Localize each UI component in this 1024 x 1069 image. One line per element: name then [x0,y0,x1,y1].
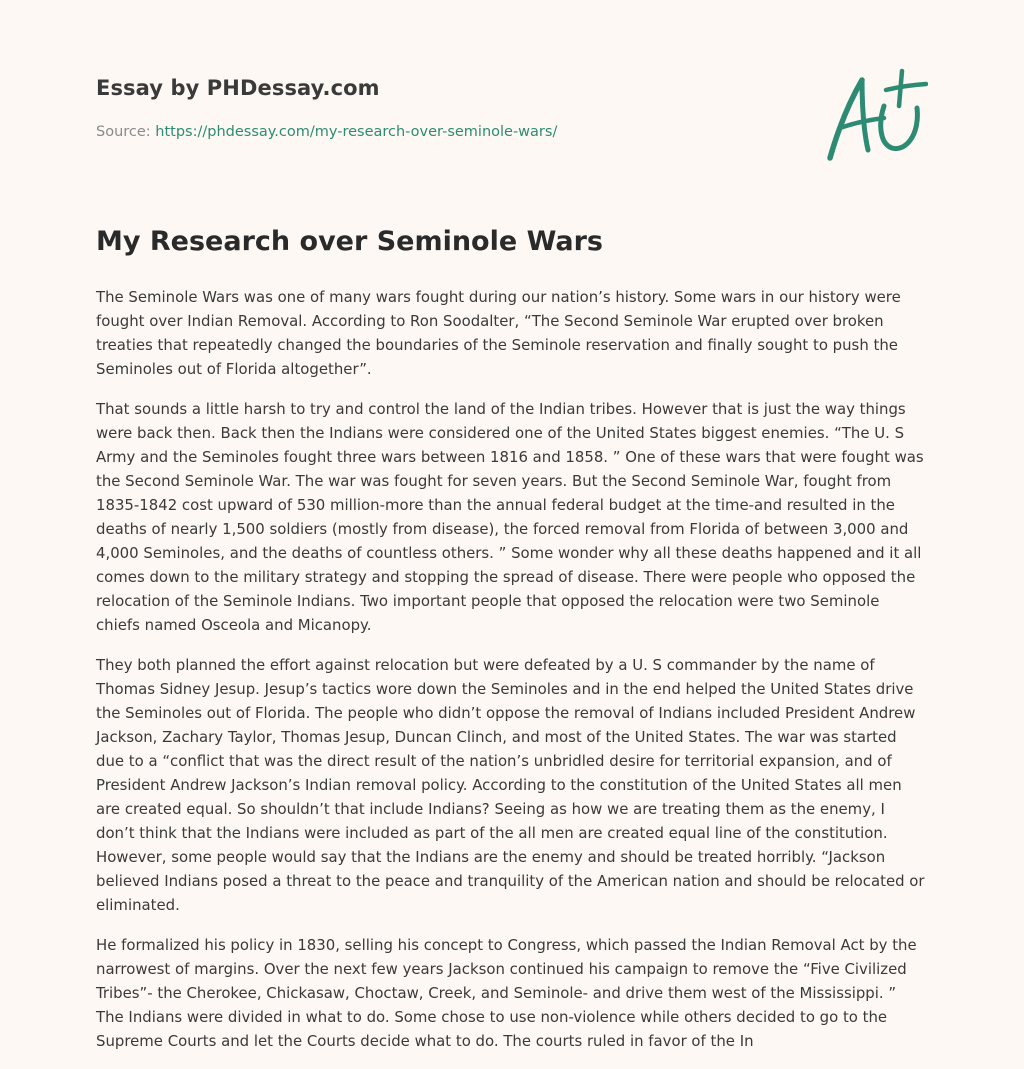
site-brand: Essay by PHDessay.com [96,76,380,100]
essay-paragraph: That sounds a little harsh to try and control the land of the Indian tribes. However that is just the way things were back then. Back then the Indians were considered one of the United States biggest enemies. “The U. S Army and the Seminoles fought three wars between 1816 and 1858. ” One of these wars that were fought was the Second Seminole War. The war was fought for seven years. But the Second Seminole War, fought from 1835-1842 cost upward of 530 million-more than the annual federal budget at the time-and resulted in the deaths of nearly 1,500 soldiers (mostly from disease), the forced removal from Florida of between 3,000 and 4,000 Seminoles, and the deaths of countless others. ” Some wonder why all these deaths happened and it all comes down to the military strategy and stopping the spread of disease. There were people who opposed the relocation of the Seminole Indians. Two important people that opposed the relocation were two Seminole chiefs named Osceola and Micanopy. [96,400,924,634]
source-link[interactable]: https://phdessay.com/my-research-over-seminole-wars/ [155,124,558,140]
essay-paragraph: They both planned the effort against relocation but were defeated by a U. S commander by the name of Thomas Sidney Jesup. Jesup’s tactics wore down the Seminoles and in the end helped the United States drive the Seminoles out of Florida. The people who didn’t oppose the removal of Indians included President Andrew Jackson, Zachary Taylor, Thomas Jesup, Duncan Clinch, and most of the United States. The war was started due to a “conflict that was the direct result of the nation’s unbridled desire for territorial expansion, and of President Andrew Jackson’s Indian removal policy. According to the constitution of the United States all men are created equal. So shouldn’t that include Indians? Seeing as how we are treating them as the enemy, I don’t think that the Indians were included as part of the all men are created equal line of the constitution. However, some people would say that the Indians are the enemy and should be treated horribly. “Jackson believed Indians posed a threat to the peace and tranquility of the American nation and should be relocated or eliminated. [96,656,925,914]
essay-paragraph: The Seminole Wars was one of many wars fought during our nation’s history. Some wars in our history were fought over Indian Removal. According to Ron Soodalter, “The Second Seminole War erupted over broken treaties that repeatedly changed the boundaries of the Seminole reservation and finally sought to push the Seminoles out of Florida altogether”. [96,288,901,378]
a-plus-logo-icon [822,68,928,164]
essay-paragraph: He formalized his policy in 1830, selling his concept to Congress, which passed the Indian Removal Act by the narrowest of margins. Over the next few years Jackson continued his campaign to remove the “Five Civilized Tribes”- the Cherokee, Chickasaw, Choctaw, Creek, and Seminole- and drive them west of the Mississippi. ” The Indians were divided in what to do. Some chose to use non-violence while others decided to go to the Supreme Courts and let the Courts decide what to do. The courts ruled in favor of the In [96,936,917,1050]
source-line [96,124,557,140]
essay-title: My Research over Seminole Wars [96,226,604,257]
source-label: Source: [96,124,156,140]
essay-body [96,285,928,1069]
